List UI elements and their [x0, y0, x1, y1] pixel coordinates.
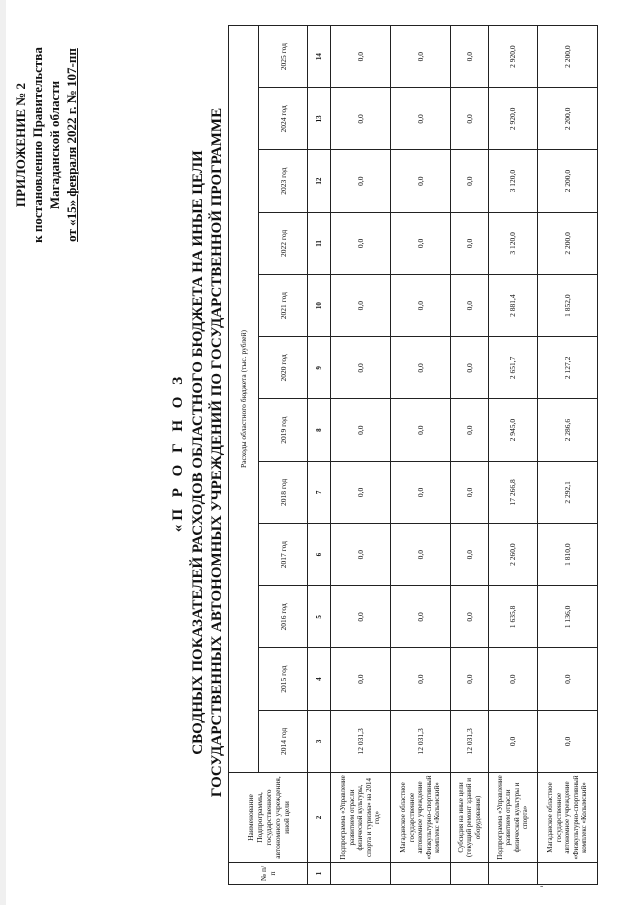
header-year: 2023 год	[259, 150, 308, 212]
value-cell: 0,0	[451, 337, 489, 399]
value-cell: 2 200,0	[537, 212, 597, 274]
header-year: 2014 год	[259, 710, 308, 772]
value-cell: 2 200,0	[537, 150, 597, 212]
header-year: 2020 год	[259, 337, 308, 399]
column-number: 11	[308, 212, 331, 274]
value-cell: 0,0	[391, 337, 451, 399]
header-year: 2018 год	[259, 461, 308, 523]
row-number	[330, 863, 390, 885]
column-number: 2	[308, 773, 331, 863]
column-number: 5	[308, 586, 331, 648]
value-cell: 0,0	[451, 524, 489, 586]
value-cell: 0,0	[451, 399, 489, 461]
value-cell: 2 292,1	[537, 461, 597, 523]
value-cell: 0,0	[391, 275, 451, 337]
value-cell: 0,0	[330, 26, 390, 88]
value-cell: 17 266,8	[488, 461, 537, 523]
column-number: 9	[308, 337, 331, 399]
value-cell: 2 920,0	[488, 26, 537, 88]
value-cell: 2 260,0	[488, 524, 537, 586]
value-cell: 12 031,3	[330, 710, 390, 772]
row-number	[451, 863, 489, 885]
header-no: № п/п	[229, 863, 308, 885]
header-year: 2024 год	[259, 88, 308, 150]
value-cell: 2 127,2	[537, 337, 597, 399]
column-number: 12	[308, 150, 331, 212]
row-number	[537, 863, 597, 885]
value-cell: 0,0	[391, 648, 451, 710]
table-row	[451, 26, 489, 885]
value-cell: 12 031,3	[451, 710, 489, 772]
column-number: 7	[308, 461, 331, 523]
column-number: 8	[308, 399, 331, 461]
doc-subtitle-1: СВОДНЫХ ПОКАЗАТЕЛЕЙ РАСХОДОВ ОБЛАСТНОГО БЮДЖЕТА НА ИНЫЕ ЦЕЛИ	[190, 150, 206, 755]
value-cell: 0,0	[391, 88, 451, 150]
table-row	[488, 26, 537, 885]
header-expenses: Расходы областного бюджета (тыс. рублей)	[229, 26, 259, 773]
header-year: 2022 год	[259, 212, 308, 274]
value-cell: 0,0	[330, 461, 390, 523]
value-cell: 0,0	[451, 461, 489, 523]
row-number	[488, 863, 537, 885]
header-year: 2019 год	[259, 399, 308, 461]
row-name: Субсидия на иные цели (текущий ремонт зданий и оборудования)	[451, 773, 489, 863]
value-cell: 0,0	[391, 150, 451, 212]
value-cell: 0,0	[537, 648, 597, 710]
value-cell: 2 945,0	[488, 399, 537, 461]
value-cell: 3 120,0	[488, 150, 537, 212]
value-cell: 0,0	[330, 524, 390, 586]
forecast-table	[228, 25, 598, 885]
row-name: Подпрограмма «Управление развитием отрасли физической культуры, спорта и туризма» на 2014 год»	[330, 773, 390, 863]
value-cell: 0,0	[451, 88, 489, 150]
doc-subtitle-2: ГОСУДАРСТВЕННЫХ АВТОНОМНЫХ УЧРЕЖДЕНИЙ ПО ГОСУДАРСТВЕННОЙ ПРОГРАММЕ	[209, 107, 225, 798]
value-cell: 12 031,3	[391, 710, 451, 772]
table-row	[537, 26, 597, 885]
appendix-date: от «15» февраля 2022 г. № 107-пп	[64, 48, 79, 242]
value-cell: 1 136,0	[537, 586, 597, 648]
header-year: 2017 год	[259, 524, 308, 586]
value-cell: 3 120,0	[488, 212, 537, 274]
value-cell: 0,0	[330, 399, 390, 461]
table-row	[330, 26, 390, 885]
value-cell: 1 635,8	[488, 586, 537, 648]
column-number: 6	[308, 524, 331, 586]
value-cell: 0,0	[330, 337, 390, 399]
appendix-title: ПРИЛОЖЕНИЕ № 2	[13, 82, 28, 208]
value-cell: 0,0	[330, 150, 390, 212]
value-cell: 0,0	[330, 212, 390, 274]
value-cell: 0,0	[330, 586, 390, 648]
row-name: Магаданское областное государственное автономное учреждение «Физкультурно-спортивный комплекс «Колымский»	[391, 773, 451, 863]
value-cell: 0,0	[451, 212, 489, 274]
value-cell: 0,0	[451, 586, 489, 648]
value-cell: 0,0	[537, 710, 597, 772]
value-cell: 0,0	[330, 648, 390, 710]
value-cell: 0,0	[488, 710, 537, 772]
page-mark: -	[540, 881, 544, 892]
header-year: 2015 год	[259, 648, 308, 710]
row-number	[391, 863, 451, 885]
column-number: 10	[308, 275, 331, 337]
header-name: Наименование Подпрограммы, государственного автономного учреждения, иной цели	[229, 773, 308, 863]
value-cell: 0,0	[451, 275, 489, 337]
value-cell: 0,0	[330, 88, 390, 150]
row-name: Магаданское областное государственное автономное учреждение «Физкультурно-спортивный комплекс «Колымский»	[537, 773, 597, 863]
value-cell: 0,0	[391, 461, 451, 523]
value-cell: 2 651,7	[488, 337, 537, 399]
value-cell: 0,0	[451, 648, 489, 710]
column-number: 14	[308, 26, 331, 88]
appendix-line-3: Магаданской области	[47, 80, 62, 210]
header-year: 2021 год	[259, 275, 308, 337]
value-cell: 0,0	[451, 26, 489, 88]
appendix-line-2: к постановлению Правительства	[30, 47, 45, 243]
doc-title: «П Р О Г Н О З	[170, 372, 186, 533]
column-number: 13	[308, 88, 331, 150]
value-cell: 0,0	[391, 212, 451, 274]
column-number: 1	[308, 863, 331, 885]
value-cell: 2 200,0	[537, 88, 597, 150]
value-cell: 0,0	[488, 648, 537, 710]
table-row	[391, 26, 451, 885]
value-cell: 1 852,0	[537, 275, 597, 337]
appendix-block	[12, 25, 80, 265]
value-cell: 1 810,0	[537, 524, 597, 586]
value-cell: 2 881,4	[488, 275, 537, 337]
value-cell: 2 920,0	[488, 88, 537, 150]
value-cell: 0,0	[451, 150, 489, 212]
value-cell: 0,0	[391, 26, 451, 88]
column-number: 3	[308, 710, 331, 772]
value-cell: 0,0	[330, 275, 390, 337]
value-cell: 0,0	[391, 399, 451, 461]
value-cell: 2 200,0	[537, 26, 597, 88]
header-year: 2025 год	[259, 26, 308, 88]
value-cell: 0,0	[391, 586, 451, 648]
header-year: 2016 год	[259, 586, 308, 648]
value-cell: 2 286,6	[537, 399, 597, 461]
row-name: Подпрограмма «Управление развитием отрасли физической культуры и спорта»	[488, 773, 537, 863]
value-cell: 0,0	[391, 524, 451, 586]
column-number: 4	[308, 648, 331, 710]
